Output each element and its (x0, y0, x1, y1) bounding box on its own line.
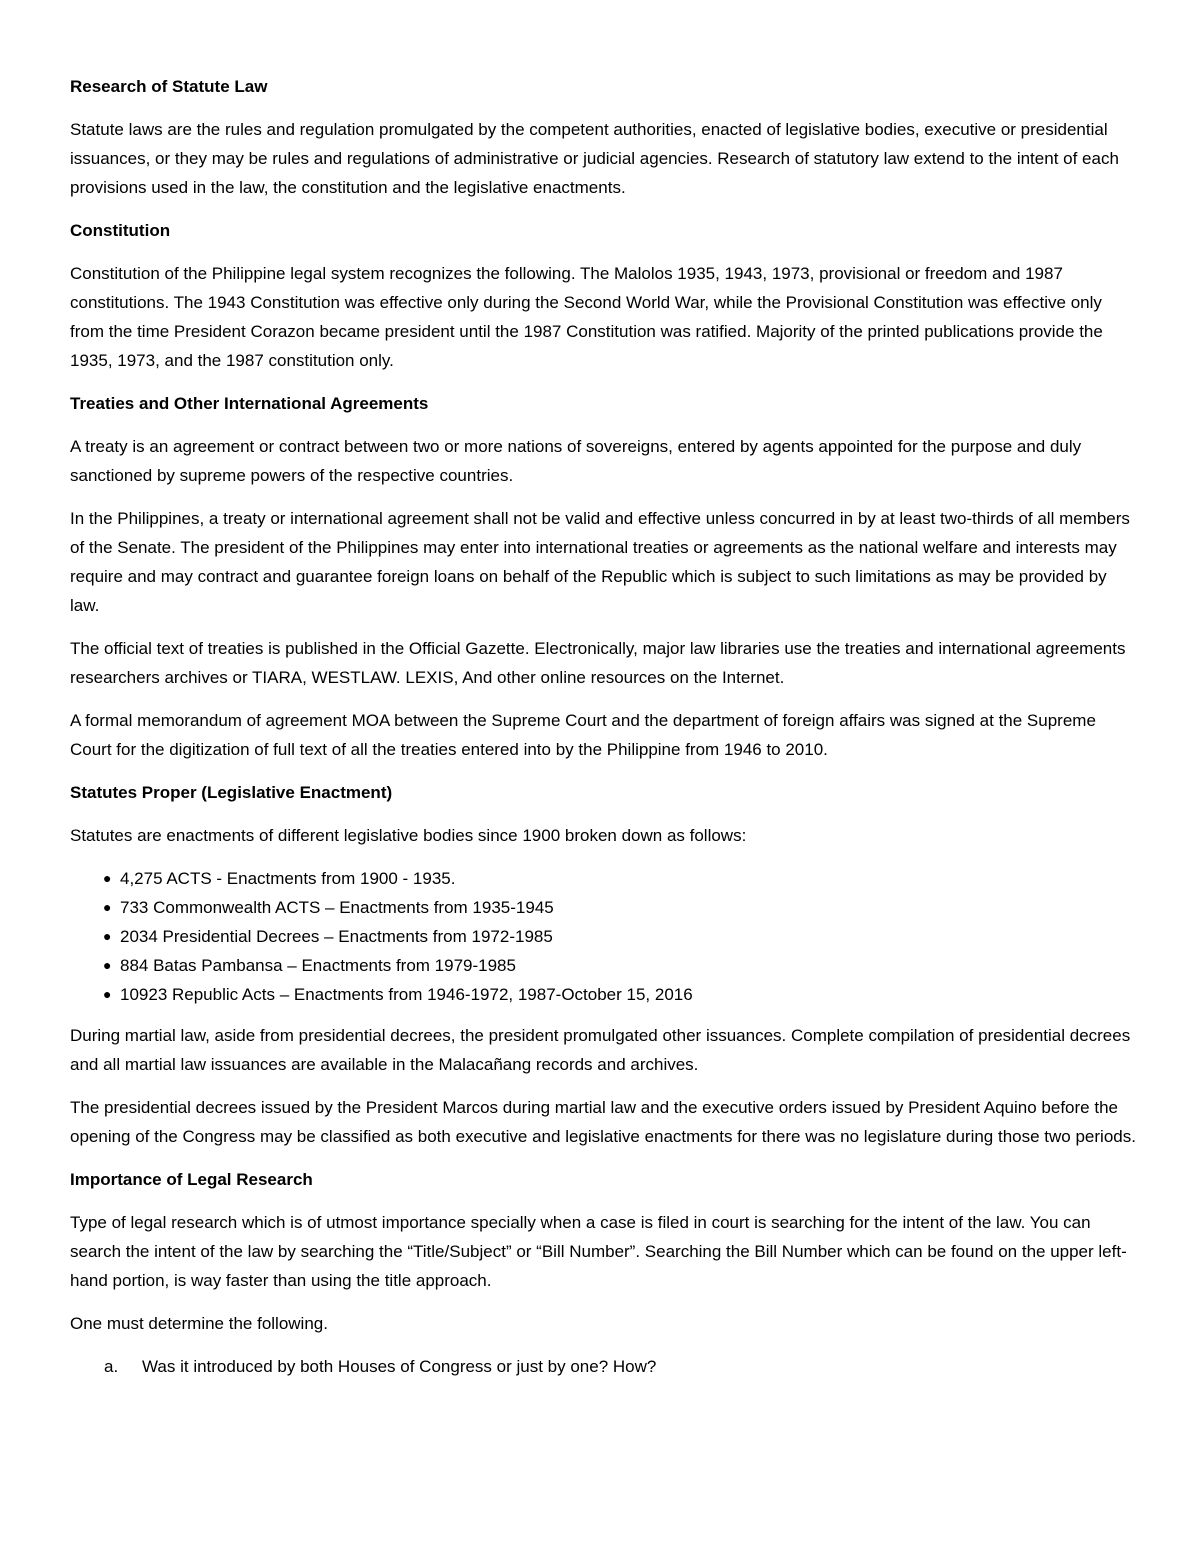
bullet-icon: ● (103, 986, 112, 1002)
paragraph-treaty-moa: A formal memorandum of agreement MOA between the Supreme Court and the department of foreign affairs was signed at the Supreme Court for the digitization of full text of all the treaties entered into by the Philippine from 1946 to 2010. (70, 711, 1096, 759)
list-item (70, 922, 1140, 951)
heading-statutes-proper: Statutes Proper (Legislative Enactment) (70, 783, 393, 802)
list-item-text: 733 Commonwealth ACTS – Enactments from 1935-1945 (120, 898, 554, 917)
list-item (70, 980, 1140, 1009)
paragraph-presidential-decrees: The presidential decrees issued by the President Marcos during martial law and the executive orders issued by President Aquino before the opening of the Congress may be classified as both executive and legislative enactments for there was no legislature during those two periods. (70, 1098, 1136, 1146)
heading-importance-of-legal-research: Importance of Legal Research (70, 1170, 313, 1189)
bullet-icon: ● (103, 957, 112, 973)
list-item-text: 10923 Republic Acts – Enactments from 1946-1972, 1987-October 15, 2016 (120, 985, 693, 1004)
list-item (70, 893, 1140, 922)
paragraph-treaty-official-text: The official text of treaties is published in the Official Gazette. Electronically, major law libraries use the treaties and international agreements researchers archives or TIARA, WESTLAW. LEXIS, And other online resources on the Internet. (70, 639, 1126, 687)
paragraph-treaty-validity: In the Philippines, a treaty or international agreement shall not be valid and effective unless concurred in by at least two-thirds of all members of the Senate. The president of the Philippines may enter into international treaties or agreements as the national welfare and interests may require and may contract and guarantee foreign loans on behalf of the Republic which is subject to such limitations as may be provided by law. (70, 509, 1130, 615)
list-marker: a. (104, 1357, 119, 1376)
list-item (70, 1352, 1140, 1381)
paragraph-statutes-intro: Statutes are enactments of different legislative bodies since 1900 broken down as follows: (70, 826, 747, 845)
paragraph-determine-following: One must determine the following. (70, 1314, 328, 1333)
paragraph-martial-law-issuances: During martial law, aside from presidential decrees, the president promulgated other issuances. Complete compilation of presidential decrees and all martial law issuances are available in the Malacañang records and archives. (70, 1026, 1131, 1074)
paragraph-statute-laws-definition: Statute laws are the rules and regulation promulgated by the competent authorities, enacted of legislative bodies, executive or presidential issuances, or they may be rules and regulations of administrative or judicial agencies. Research of statutory law extend to the intent of each provisions used in the law, the constitution and the legislative enactments. (70, 120, 1119, 197)
paragraph-constitution: Constitution of the Philippine legal system recognizes the following. The Malolos 1935, 1943, 1973, provisional or freedom and 1987 constitutions. The 1943 Constitution was effective only during the Second World War, while the Provisional Constitution was effective only from the time President Corazon became president until the 1987 Constitution was ratified. Majority of the printed publications provide the 1935, 1973, and the 1987 constitution only. (70, 264, 1103, 370)
list-item-text: 4,275 ACTS - Enactments from 1900 - 1935. (120, 869, 456, 888)
list-item-text: 2034 Presidential Decrees – Enactments from 1972-1985 (120, 927, 553, 946)
bullet-icon: ● (103, 899, 112, 915)
determination-list (70, 1352, 1140, 1381)
list-item (70, 864, 1140, 893)
heading-treaties: Treaties and Other International Agreements (70, 394, 429, 413)
heading-research-of-statute-law: Research of Statute Law (70, 77, 268, 96)
bullet-icon: ● (103, 870, 112, 886)
paragraph-treaty-definition: A treaty is an agreement or contract between two or more nations of sovereigns, entered by agents appointed for the purpose and duly sanctioned by supreme powers of the respective countries. (70, 437, 1082, 485)
list-item-text: Was it introduced by both Houses of Congress or just by one? How? (142, 1357, 657, 1376)
list-item-text: 884 Batas Pambansa – Enactments from 1979-1985 (120, 956, 516, 975)
list-item (70, 951, 1140, 980)
statutes-bullet-list (70, 864, 1140, 1009)
document-page (70, 72, 1140, 1381)
bullet-icon: ● (103, 928, 112, 944)
paragraph-intent-of-law: Type of legal research which is of utmost importance specially when a case is filed in court is searching for the intent of the law. You can search the intent of the law by searching the “Title/Subject” or “Bill Number”. Searching the Bill Number which can be found on the upper left-hand portion, is way faster than using the title approach. (70, 1213, 1127, 1290)
heading-constitution: Constitution (70, 221, 171, 240)
